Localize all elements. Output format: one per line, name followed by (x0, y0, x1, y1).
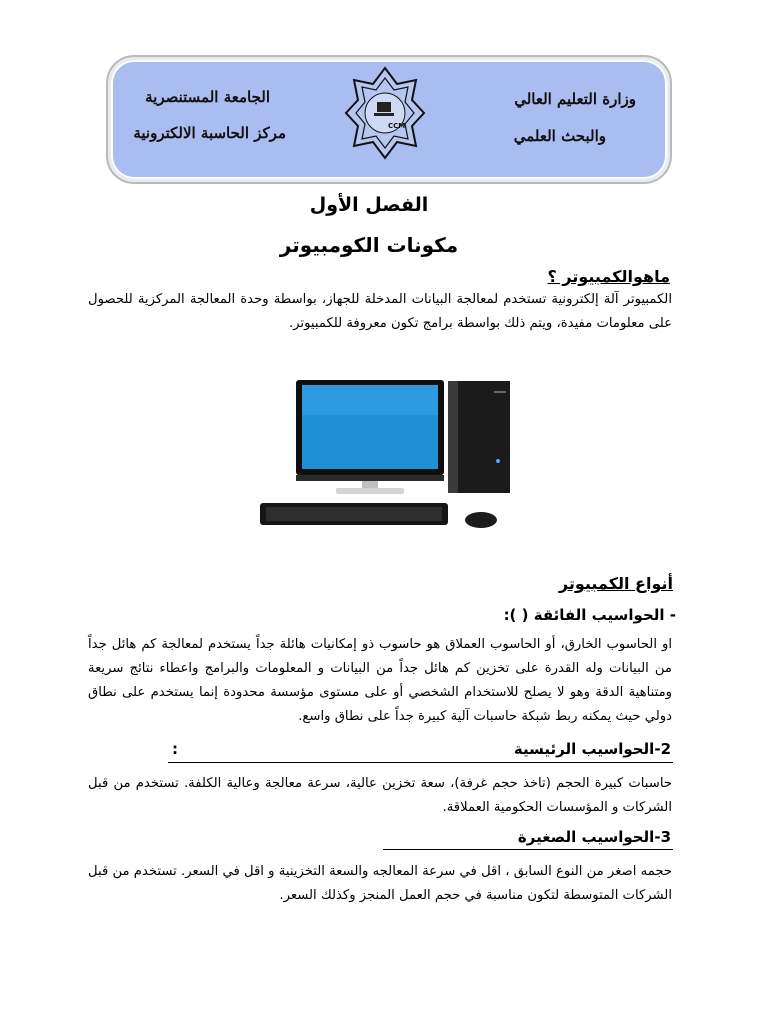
section-heading-what-is-computer: ماهوالكمبيوتر ؟ (547, 267, 670, 286)
university-line1: الجامعة المستنصرية (145, 88, 270, 106)
minicomputers-underline (383, 849, 673, 850)
mainframes-paragraph: حاسبات كبيرة الحجم (تاخذ حجم غرفة)، سعة تخزين عالية، سرعة معالجة وعالية الكلفة. تستخدم من قبل الشركات و المؤسسات الحكومية العملاقة. (88, 776, 672, 815)
university-line2: مركز الحاسبة الالكترونية (133, 124, 286, 142)
supercomputers-heading: - الحواسيب الفائقة ( ): (503, 606, 676, 624)
chapter-title: مكونات الكومبيوتر (279, 233, 459, 257)
mainframes-colon: : (172, 740, 178, 758)
ministry-line1: وزارة التعليم العالي (514, 90, 636, 108)
types-heading: أنواع الكمبيوتر (558, 574, 673, 593)
definition-paragraph: الكمبيوتر آلة إلكترونية تستخدم لمعالجة البيانات المدخلة للجهاز، بواسطة وحدة المعالجة المركزية للحصول على معلومات مفيدة، ويتم ذلك بواسطة برامج تكون معروفة للكمبيوتر. (88, 292, 672, 331)
ministry-line2: والبحث العلمي (513, 127, 606, 145)
mainframes-underline (168, 762, 673, 763)
mainframes-heading: 2-الحواسيب الرئيسية (513, 740, 671, 758)
logo-text: CCM (388, 122, 406, 130)
computer-illustration (258, 375, 520, 533)
minicomputers-paragraph: حجمه اصغر من النوع السابق ، اقل في سرعة المعالجه والسعة التخزينية و اقل في السعر. تستخدم من قبل الشركات المتوسطة لتكون مناسبة في حجم العمل المنجز وكذلك السعر. (88, 864, 672, 903)
chapter-label: الفصل الأول (309, 194, 429, 216)
supercomputers-paragraph: او الحاسوب الخارق، أو الحاسوب العملاق هو حاسوب ذو إمكانيات هائلة جداً يستخدم لمعالجة كم هائل جداً من البيانات وله القدرة على تخزين كم هائل جداً من البيانات و المعلومات والبرامج واعطاء نتائج سريعة ومتناهية الدقة وهو لا يصلح للاستخدام الشخصي أو على مستوى مؤسسة محدودة إنما يستخدم على نطاق دولي حيث يمكنه ربط شبكة حاسبات آلية كبيرة جداً على نطاق واسع. (88, 637, 672, 724)
university-logo (344, 66, 426, 160)
minicomputers-heading: 3-الحواسيب الصغيرة (517, 828, 671, 846)
